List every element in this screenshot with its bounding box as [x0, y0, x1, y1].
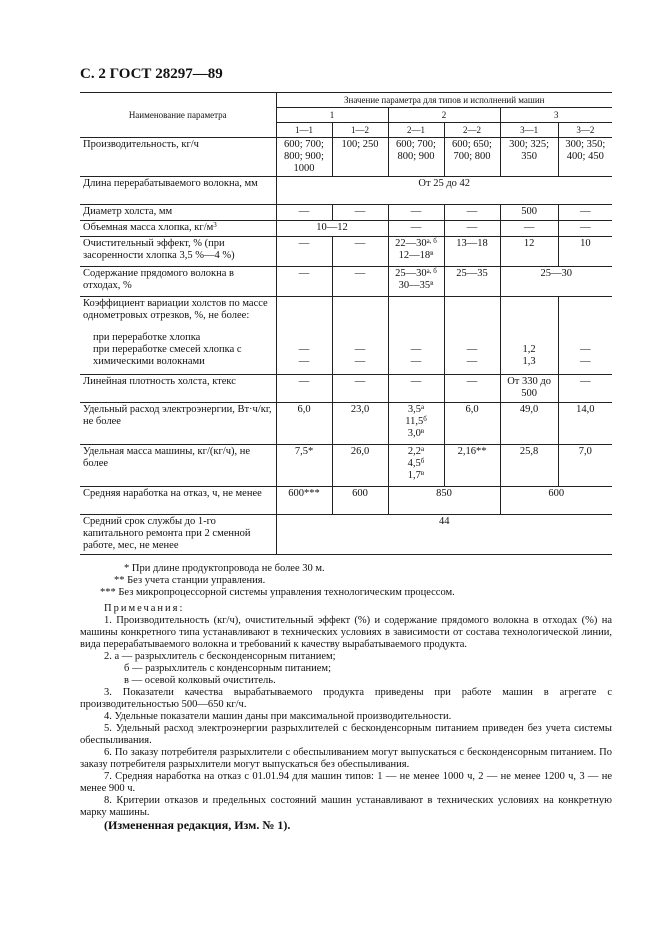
- note: 4. Удельные показатели машин даны при максимальной производительности.: [104, 711, 452, 722]
- table-row: Средний срок службы до 1-го капитального ремонта при 2 сменной работе, мес, не менее 44: [80, 515, 612, 555]
- table-row: Удельный расход электроэнергии, Вт·ч/кг, не более 6,0 23,0 $3,5^а$ $11,5^б$ $3,0^в$ 6,0 49,0 14,0: [80, 403, 612, 445]
- notes: [80, 603, 612, 819]
- table-row: Диаметр холста, мм — — — — 500 —: [80, 205, 612, 221]
- table-row: Объемная масса хлопка, $кг/м^3$ 10—12 — — — —: [80, 221, 612, 237]
- table-row: Коэффициент вариации холстов по массе однометровых отрезков, %, не более: при переработке хлопка при переработке смесей хлопка с химическими волокнами — — — — — — — — 1,2 1,3 — —: [80, 297, 612, 375]
- note: 6. По заказу потребителя разрыхлители с обеспыливанием могут выпускаться с бесконденсорным питанием. По заказу потребителя разрыхлители могут выпускаться без обеспыливания.: [80, 747, 612, 770]
- parameters-table: [80, 92, 612, 555]
- note: 1. Производительность (кг/ч), очистительный эффект (%) и содержание прядомого волокна в отходах (%) на машины конкретного типа устанавливают в технических условиях в зависимости от состава технологической линии, вида перерабатываемого волокна и требований к качеству вырабатываемого продукта.: [80, 615, 612, 650]
- note: б — разрыхлитель с конденсорным питанием;: [124, 663, 331, 674]
- table-row: Удельная масса машины, кг/(кг/ч), не более 7,5* 26,0 $2,2^а$ $4,5^б$ $1,7^в$ 2,16** 25,8 7,0: [80, 445, 612, 487]
- footnote: * При длине продуктопровода не более 30 м.: [124, 563, 325, 574]
- note: 5. Удельный расход электроэнергии разрыхлителей с бесконденсорным питанием приведен без учета системы обеспыливания.: [80, 723, 612, 746]
- value-column-header: Значение параметра для типов и исполнений машин: [276, 93, 612, 108]
- table-row: Линейная плотность холста, ктекс — — — — От 330 до 500 —: [80, 375, 612, 403]
- param-column-header: Наименование параметра: [80, 93, 276, 138]
- table-row: Содержание прядомого волокна в отходах, % — — $25—30^{а, б}$ $30—35^в$ 25—35 25—30: [80, 267, 612, 297]
- variant-header: 2—1: [388, 123, 444, 138]
- type-1-header: 1: [276, 108, 388, 123]
- variant-header: 1—1: [276, 123, 332, 138]
- variant-header: 1—2: [332, 123, 388, 138]
- table-row: Очистительный эффект, % (при засоренности хлопка 3,5 %—4 %) — — $22—30^{а, б}$ $12—18^в$ 13—18 12 10: [80, 237, 612, 267]
- footnote: ** Без учета станции управления.: [114, 575, 266, 586]
- type-2-header: 2: [388, 108, 500, 123]
- revision-note: (Измененная редакция, Изм. № 1).: [104, 818, 291, 832]
- note: в — осевой колковый очиститель.: [124, 675, 276, 686]
- page-header: С. 2 ГОСТ 28297—89: [80, 66, 223, 82]
- note: 2. а — разрыхлитель с бесконденсорным питанием;: [104, 651, 336, 662]
- table-row: Средняя наработка на отказ, ч, не менее 600*** 600 850 600: [80, 487, 612, 515]
- notes-heading: Примечания:: [104, 603, 185, 614]
- note: 3. Показатели качества вырабатываемого продукта приведены при работе машин в агрегате с производительностью 500—650 кг/ч.: [80, 687, 612, 710]
- table-row: Производительность, кг/ч 600; 700; 800; 900; 1000 100; 250 600; 700; 800; 900 600; 650; 700; 800 300; 325; 350 300; 350; 400; 450: [80, 138, 612, 177]
- note: 8. Критерии отказов и предельных состояний машин устанавливают в технических условиях на конкретную марку машины.: [80, 795, 612, 818]
- type-3-header: 3: [500, 108, 612, 123]
- variant-header: 3—2: [558, 123, 612, 138]
- variant-header: 3—1: [500, 123, 558, 138]
- footnote: *** Без микропроцессорной системы управления технологическим процессом.: [100, 587, 455, 598]
- footnotes: [80, 563, 612, 599]
- note: 7. Средняя наработка на отказ с 01.01.94 для машин типов: 1 — не менее 1000 ч, 2 — не менее 1200 ч, 3 — не менее 900 ч.: [80, 771, 612, 794]
- table-row: Длина перерабатываемого волокна, мм От 25 до 42: [80, 177, 612, 205]
- variant-header: 2—2: [444, 123, 500, 138]
